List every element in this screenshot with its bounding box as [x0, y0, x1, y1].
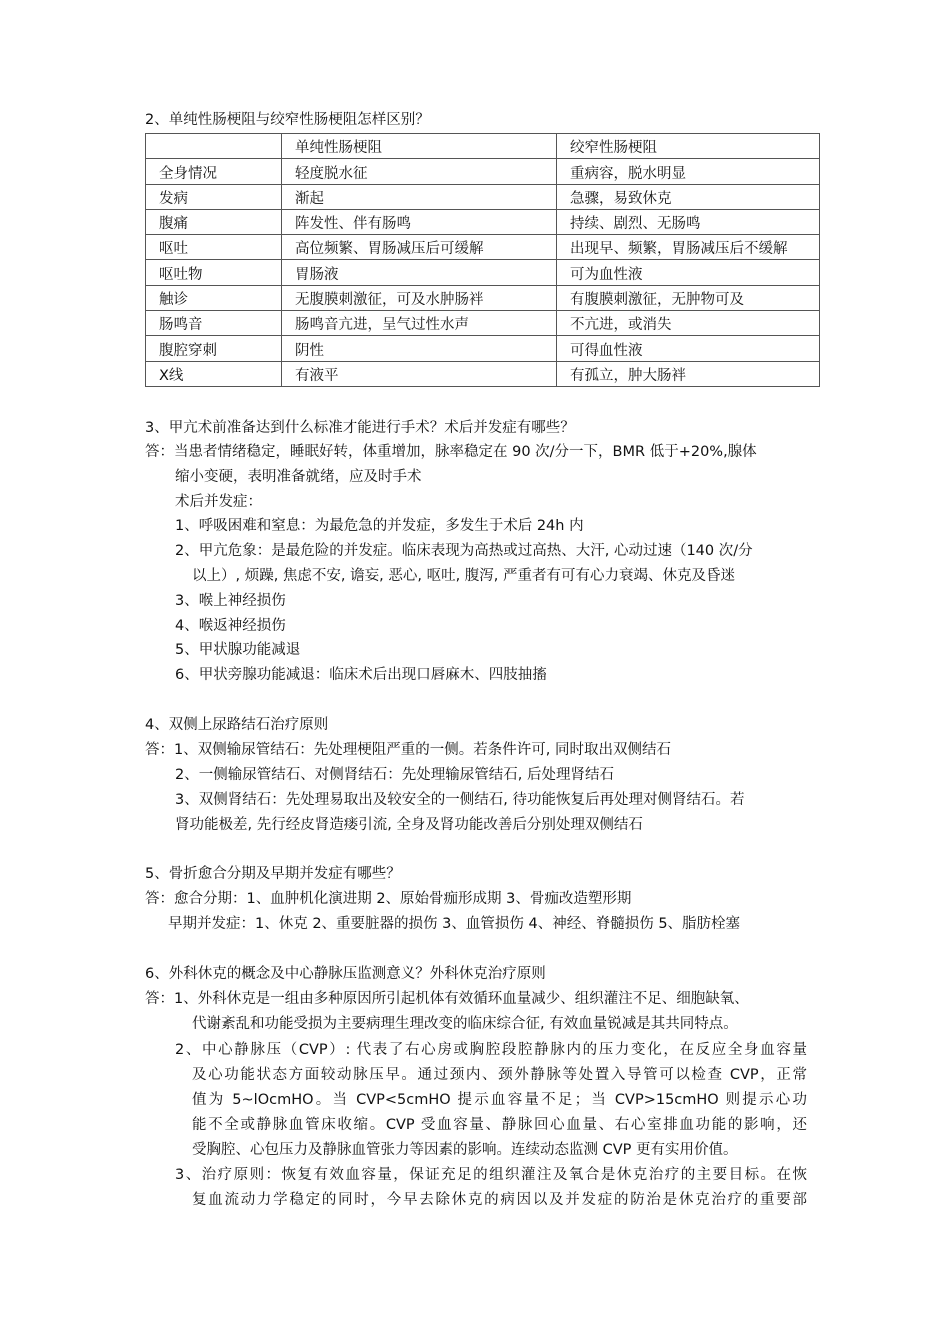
q4-item-1: 答：1、双侧输尿管结石：先处理梗阻严重的一侧。若条件许可, 同时取出双侧结石	[145, 742, 671, 758]
q4-title: 4、双侧上尿路结石治疗原则	[145, 717, 329, 733]
q6-item-1-line-2: 代谢紊乱和功能受损为主要病理生理改变的临床综合征, 有效血量锐减是其共同特点。	[192, 1016, 738, 1032]
table-cell: 肠鸣音	[146, 311, 282, 336]
q3-item-3: 3、喉上神经损伤	[175, 593, 286, 609]
table-cell: 肠鸣音亢进，呈气过性水声	[282, 311, 557, 336]
comparison-table-body	[146, 134, 820, 387]
table-cell: 可得血性液	[557, 336, 820, 361]
q6-item-2-line-2: 及心功能状态方面较动脉压早。通过颈内、颈外静脉等处置入导管可以检查 CVP，正常	[192, 1067, 807, 1083]
q5-early-complications: 早期并发症：1、休克 2、重要脏器的损伤 3、血管损伤 4、神经、脊髓损伤 5、脂肪栓塞	[168, 916, 741, 932]
table-cell: 呕吐	[146, 235, 282, 260]
table-row	[146, 336, 820, 361]
q3-item-2-line-1: 2、甲亢危象：是最危险的并发症。临床表现为高热或过高热、大汗, 心动过速（140 次/分	[175, 543, 753, 559]
table-cell: 呕吐物	[146, 260, 282, 285]
table-cell: 阵发性、伴有肠鸣	[282, 209, 557, 234]
table-cell: 渐起	[282, 184, 557, 209]
q6-item-1-line-1: 答：1、外科休克是一组由多种原因所引起机体有效循环血量减少、组织灌注不足、细胞缺氧、	[145, 991, 749, 1007]
q4-item-2: 2、一侧输尿管结石、对侧肾结石：先处理输尿管结石, 后处理肾结石	[175, 767, 614, 783]
table-header-cell: 单纯性肠梗阻	[282, 134, 557, 159]
q3-item-1: 1、呼吸困难和窒息：为最危急的并发症，多发生于术后 24h 内	[175, 518, 584, 534]
table-cell: 全身情况	[146, 159, 282, 184]
table-cell: 阴性	[282, 336, 557, 361]
q4-item-3-line-1: 3、双侧肾结石：先处理易取出及较安全的一侧结石, 待功能恢复后再处理对侧肾结石。若	[175, 792, 745, 808]
q6-item-2-line-5: 受胸腔、心包压力及静脉血管张力等因素的影响。连续动态监测 CVP 更有实用价值。	[192, 1142, 738, 1158]
q6-item-3-line-2: 复血流动力学稳定的同时，今早去除休克的病因以及并发症的防治是休克治疗的重要部	[192, 1192, 807, 1208]
table-cell: 有腹膜刺激征，无肿物可及	[557, 285, 820, 310]
table-row	[146, 311, 820, 336]
q5-title: 5、骨折愈合分期及早期并发症有哪些？	[145, 866, 401, 882]
table-cell: 有液平	[282, 361, 557, 386]
q3-item-4: 4、喉返神经损伤	[175, 618, 286, 634]
q4-item-3-line-2: 肾功能极差, 先行经皮肾造瘘引流, 全身及肾功能改善后分别处理双侧结石	[175, 817, 643, 833]
q6-item-2-line-4: 能不全或静脉血管床收缩。CVP 受血容量、静脉回心血量、右心室排血功能的影响，还	[192, 1117, 807, 1133]
table-header-cell: 绞窄性肠梗阻	[557, 134, 820, 159]
table-cell: 发病	[146, 184, 282, 209]
table-cell: 高位频繁、胃肠减压后可缓解	[282, 235, 557, 260]
table-cell: 胃肠液	[282, 260, 557, 285]
table-cell: 有孤立，肿大肠袢	[557, 361, 820, 386]
q3-title: 3、甲亢术前准备达到什么标准才能进行手术？术后并发症有哪些？	[145, 420, 575, 436]
table-cell: 可为血性液	[557, 260, 820, 285]
q3-item-5: 5、甲状腺功能减退	[175, 642, 301, 658]
q3-answer-line-2: 缩小变硬，表明准备就绪，应及时手术	[175, 469, 422, 485]
table-row	[146, 235, 820, 260]
q3-complications-heading: 术后并发症：	[175, 494, 262, 510]
table-cell: 无腹膜刺激征，可及水肿肠袢	[282, 285, 557, 310]
q5-stages: 答：愈合分期：1、血肿机化演进期 2、原始骨痂形成期 3、骨痂改造塑形期	[145, 891, 632, 907]
q6-item-3-line-1: 3、治疗原则：恢复有效血容量，保证充足的组织灌注及氧合是休克治疗的主要目标。在恢	[175, 1167, 807, 1183]
table-row	[146, 159, 820, 184]
q2-title: 2、单纯性肠梗阻与绞窄性肠梗阻怎样区别？	[145, 112, 430, 128]
q6-item-2-line-1: 2、中心静脉压（CVP）: 代表了右心房或胸腔段腔静脉内的压力变化，在反应全身血容量	[175, 1042, 807, 1058]
table-cell: 轻度脱水征	[282, 159, 557, 184]
table-cell: 重病容，脱水明显	[557, 159, 820, 184]
table-cell: 不亢进，或消失	[557, 311, 820, 336]
table-row	[146, 184, 820, 209]
q3-answer-line-1: 答：当患者情绪稳定，睡眠好转，体重增加，脉率稳定在 90 次/分一下，BMR 低于+20%,腺体	[145, 444, 757, 460]
table-cell: 出现早、频繁，胃肠减压后不缓解	[557, 235, 820, 260]
table-row	[146, 285, 820, 310]
table-row	[146, 209, 820, 234]
table-row	[146, 260, 820, 285]
q6-title: 6、外科休克的概念及中心静脉压监测意义？外科休克治疗原则	[145, 966, 546, 982]
table-header-row	[146, 134, 820, 159]
q3-item-2-line-2: 以上）, 烦躁, 焦虑不安, 谵妄, 恶心, 呕吐, 腹泻, 严重者有可有心力衰竭、休克及昏迷	[192, 568, 736, 584]
table-cell: 触诊	[146, 285, 282, 310]
table-cell: 腹痛	[146, 209, 282, 234]
table-cell: 急骤，易致休克	[557, 184, 820, 209]
table-cell: X线	[146, 361, 282, 386]
q3-item-6: 6、甲状旁腺功能减退：临床术后出现口唇麻木、四肢抽搐	[175, 667, 547, 683]
table-cell: 腹腔穿刺	[146, 336, 282, 361]
comparison-table	[145, 133, 820, 387]
table-header-cell	[146, 134, 282, 159]
table-row	[146, 361, 820, 386]
table-cell: 持续、剧烈、无肠鸣	[557, 209, 820, 234]
q6-item-2-line-3: 值为 5~lOcmHO。当 CVP<5cmHO 提示血容量不足；当 CVP>15cmHO 则提示心功	[192, 1092, 807, 1108]
